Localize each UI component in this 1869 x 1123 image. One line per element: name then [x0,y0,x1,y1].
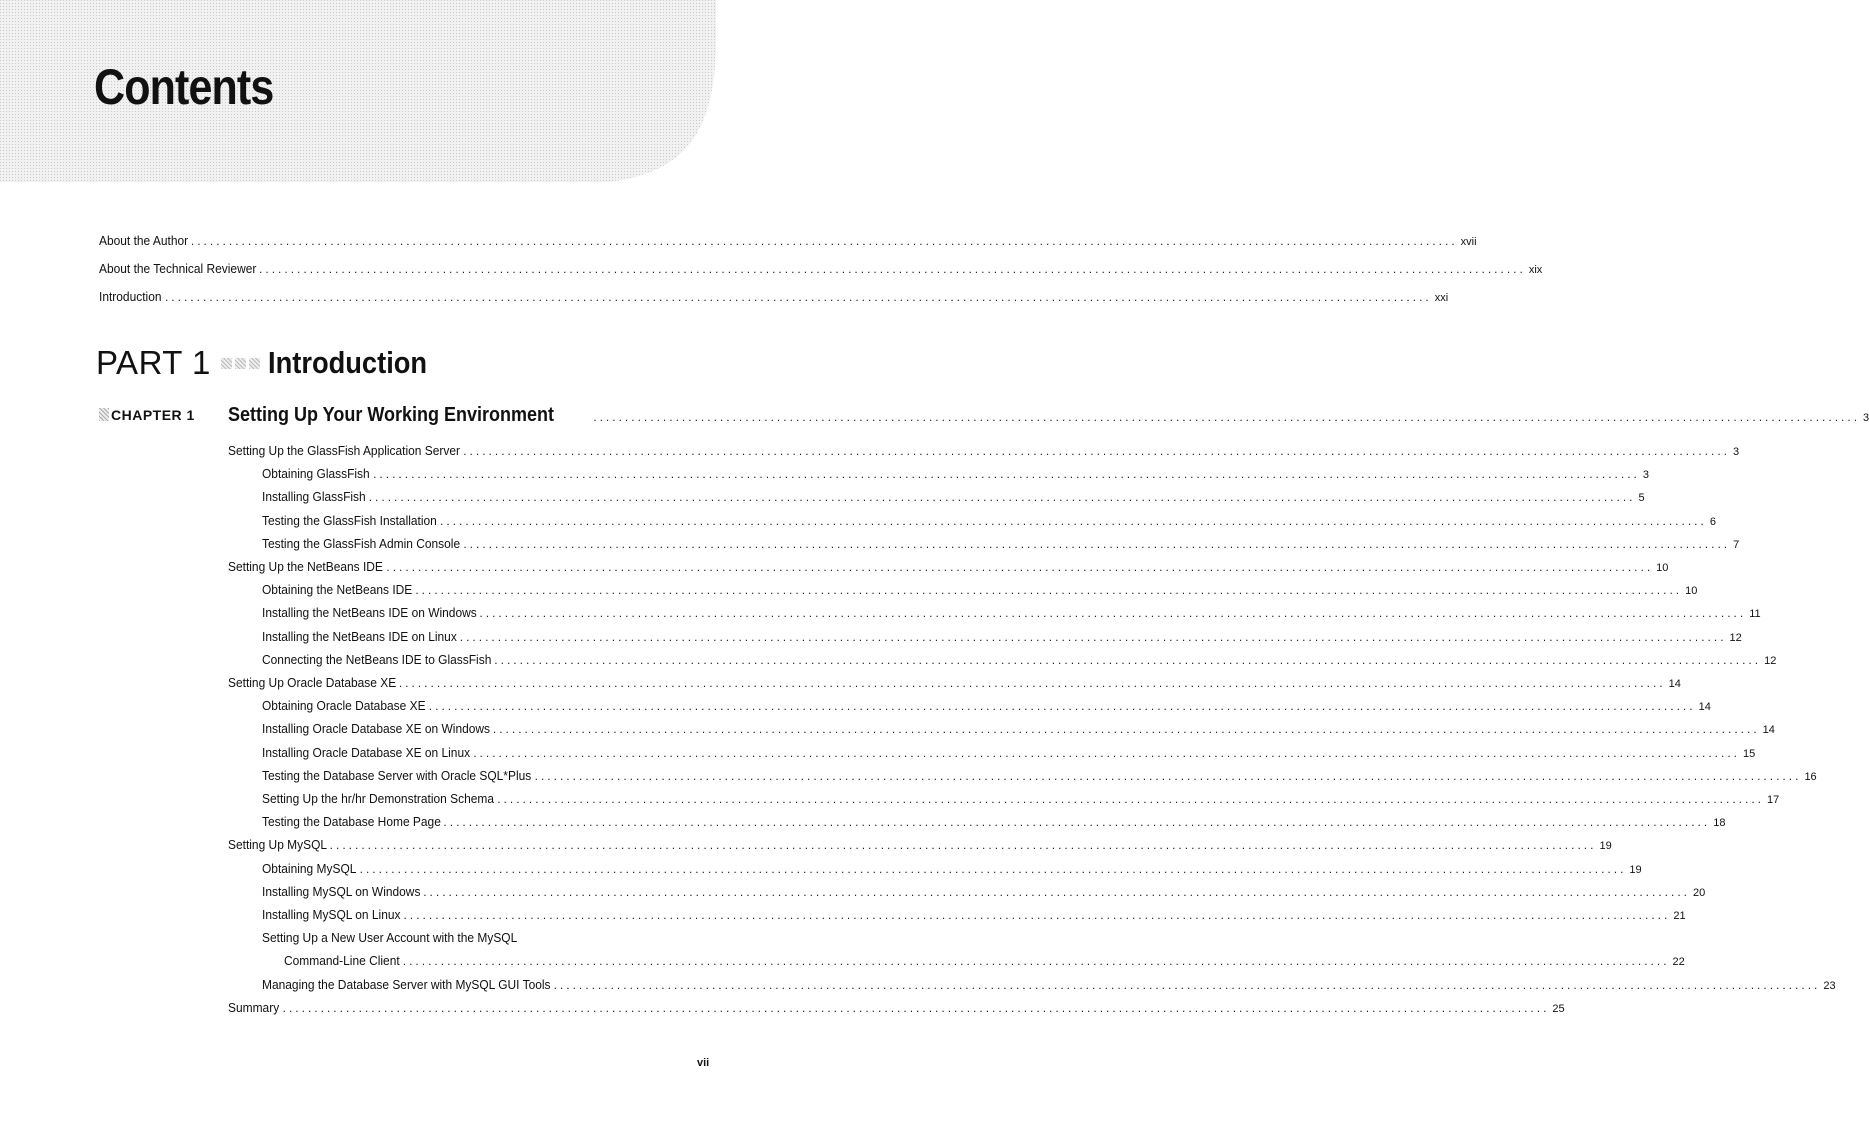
toc-entry-page-number: 17 [1766,794,1780,806]
dot-leader: ........................................................................................................................................................................................................ [423,884,1690,899]
chapter-title: Setting Up Your Working Environment [228,404,555,426]
toc-entry-label: Setting Up Oracle Database XE [228,675,397,690]
part-label: PART 1 [96,344,211,381]
dot-leader: ........................................................................................................................................................................................................ [259,262,1526,276]
toc-entry-page-number: xix [1528,264,1543,276]
toc-entry[interactable] [262,814,1726,836]
toc-entry[interactable] [99,289,1449,311]
toc-entry[interactable] [262,930,711,952]
toc-entry[interactable] [284,953,1685,975]
toc-entry[interactable] [262,883,1706,906]
toc-entry-label: Testing the GlassFish Admin Console [262,535,461,551]
toc-entry-page-number: 15 [1742,747,1756,760]
toc-entry-label: Setting Up MySQL [228,837,328,853]
toc-entry[interactable] [262,791,1780,813]
toc-entry-label: Setting Up the GlassFish Application Server [228,443,461,458]
dot-leader: ........................................................................................................................................................................................................ [373,467,1640,482]
toc-entry-page-number: 6 [1709,515,1716,528]
dot-leader: ........................................................................................................................................................................................................ [402,954,1670,969]
toc-entry-page-number: 5 [1638,492,1645,505]
dot-leader: ........................................................................................................................................................................................................ [440,513,1707,528]
dot-leader: ........................................................................................................................................................................................................ [553,977,1821,992]
toc-entry-label: Obtaining the NetBeans IDE [262,582,413,598]
toc-entry-label: Connecting the NetBeans IDE to GlassFish [262,651,492,667]
part-ornament-icon [221,358,260,369]
dot-leader: ........................................................................................................................................................................................................ [443,815,1711,830]
toc-entry-page-number: xxi [1434,292,1449,304]
dot-leader: ........................................................................................................................................................................................................ [386,560,1654,574]
toc-entry[interactable] [262,489,1645,511]
toc-entry-label: About the Technical Reviewer [99,261,257,276]
toc-entry-label: Setting Up a New User Account with the MySQL [262,930,518,946]
chapter-tag [99,407,228,423]
dot-leader: ........................................................................................................................................................................................................ [164,290,1432,304]
toc-entry[interactable] [262,860,1642,883]
dot-leader: ........................................................................................................................................................................................................ [329,838,1597,853]
toc-entry[interactable] [262,744,1756,767]
toc-entry-label: Summary [228,999,280,1015]
toc-entry-page-number: 14 [1762,724,1775,737]
toc-entry[interactable] [99,261,1543,283]
dot-leader: ........................................................................................................................................................................................................ [428,699,1696,714]
toc-entry[interactable] [228,675,1681,697]
page-title: Contents [94,59,274,115]
toc-entry-page-number: 10 [1685,585,1698,598]
toc-entry[interactable] [262,582,1698,604]
toc-entry[interactable] [228,837,1612,859]
toc-entry-label: Testing the GlassFish Installation [262,512,437,528]
toc-entry-page-number: 3 [1732,446,1740,458]
toc-entry-page-number: 12 [1729,631,1742,644]
toc-entry-page-number: 19 [1599,840,1612,853]
toc-entry-page-number: 20 [1693,886,1706,899]
dot-leader: ........................................................................................................................................................................................................ [398,676,1666,690]
toc-entry-label: Obtaining Oracle Database XE [262,698,426,714]
toc-entry-page-number: 23 [1823,979,1836,992]
toc-entry-page-number: 16 [1804,770,1817,783]
dot-leader: ........................................................................................................................................................................................................ [593,410,1861,424]
toc-entry-page-number: 3 [1642,469,1649,482]
chapter-label: CHAPTER 1 [111,406,195,423]
dot-leader: ........................................................................................................................................................................................................ [492,722,1760,737]
toc-entry[interactable] [262,512,1716,535]
toc-entry[interactable] [262,976,1836,999]
toc-entry[interactable] [228,999,1565,1022]
dot-leader: ........................................................................................................................................................................................................ [359,861,1627,876]
toc-entry[interactable] [262,721,1775,743]
toc-entry-label: Setting Up the NetBeans IDE [228,559,383,574]
dot-leader: ........................................................................................................................................................................................................ [497,792,1764,806]
toc-entry[interactable] [262,907,1686,929]
toc-entry[interactable] [99,233,1477,255]
page-folio: vii [697,1057,710,1069]
dot-leader: ........................................................................................................................................................................................................ [415,583,1683,598]
dot-leader: ........................................................................................................................................................................................................ [459,629,1727,644]
toc-entry-page-number: 14 [1698,701,1711,714]
dot-leader: ........................................................................................................................................................................................................ [479,606,1747,621]
toc-entry[interactable] [228,443,1740,465]
toc-entry[interactable] [262,605,1761,627]
toc-entry[interactable] [262,651,1777,674]
toc-entry[interactable] [262,698,1711,720]
toc-entry[interactable] [228,559,1669,581]
part-heading [96,343,449,383]
toc-entry[interactable] [262,535,1740,558]
toc-entry-label: Managing the Database Server with MySQL GUI Tools [262,976,551,992]
dot-leader: ........................................................................................................................................................................................................ [403,908,1671,922]
toc-entry-label: Obtaining MySQL [262,860,357,876]
toc-entry[interactable] [262,628,1742,651]
toc-entry-label: Obtaining GlassFish [262,466,370,482]
toc-entry-label: Installing MySQL on Linux [262,907,401,922]
toc-entry-label: Installing the NetBeans IDE on Linux [262,628,457,644]
toc-entry-label: Testing the Database Home Page [262,814,441,830]
toc-entry-page-number: 7 [1733,538,1740,551]
toc-entry-label: Installing Oracle Database XE on Windows [262,721,491,737]
toc-entry-label: Installing Oracle Database XE on Linux [262,744,471,760]
toc-entry-page-number: 21 [1673,910,1686,922]
dot-leader: ........................................................................................................................................................................................................ [534,768,1802,783]
toc-entry-label: Introduction [99,289,162,304]
toc-entry-page-number: 11 [1749,608,1761,621]
dot-leader: ........................................................................................................................................................................................................ [494,652,1762,667]
toc-entry-page-number: xvii [1460,236,1477,248]
chapter-ornament-icon [99,408,109,421]
toc-entry-page-number: 10 [1656,562,1669,574]
toc-entry-label: Testing the Database Server with Oracle SQL*Plus [262,767,532,783]
toc-entry-label: Installing MySQL on Windows [262,883,421,899]
dot-leader: ........................................................................................................................................................................................................ [473,745,1740,760]
toc-entry-page-number: 12 [1764,654,1777,667]
dot-leader: ........................................................................................................................................................................................................ [368,490,1636,505]
toc-entry-page-number: 25 [1552,1002,1565,1015]
chapter-page-number: 3 [1863,412,1869,424]
toc-entry-label: Command-Line Client [284,953,400,969]
toc-entry-page-number: 14 [1668,678,1681,690]
toc-entry-label: Installing the NetBeans IDE on Windows [262,605,477,621]
toc-entry-label: About the Author [99,233,189,248]
dot-leader: ........................................................................................................................................................................................................ [190,234,1458,248]
toc-entry[interactable] [262,767,1817,790]
toc-entry[interactable] [262,466,1649,488]
dot-leader: ........................................................................................................................................................................................................ [463,444,1730,458]
toc-entry-page-number: 18 [1713,817,1726,830]
toc-entry-label: Installing GlassFish [262,489,366,505]
dot-leader: ........................................................................................................................................................................................................ [463,536,1731,551]
toc-entry-page-number: 22 [1672,956,1685,969]
dot-leader: ........................................................................................................................................................................................................ [282,1000,1550,1015]
toc-entry-page-number: 19 [1629,863,1642,876]
toc-entry-label: Setting Up the hr/hr Demonstration Schema [262,791,495,806]
part-title: Introduction [267,345,427,380]
chapter-heading[interactable] [99,404,1869,430]
